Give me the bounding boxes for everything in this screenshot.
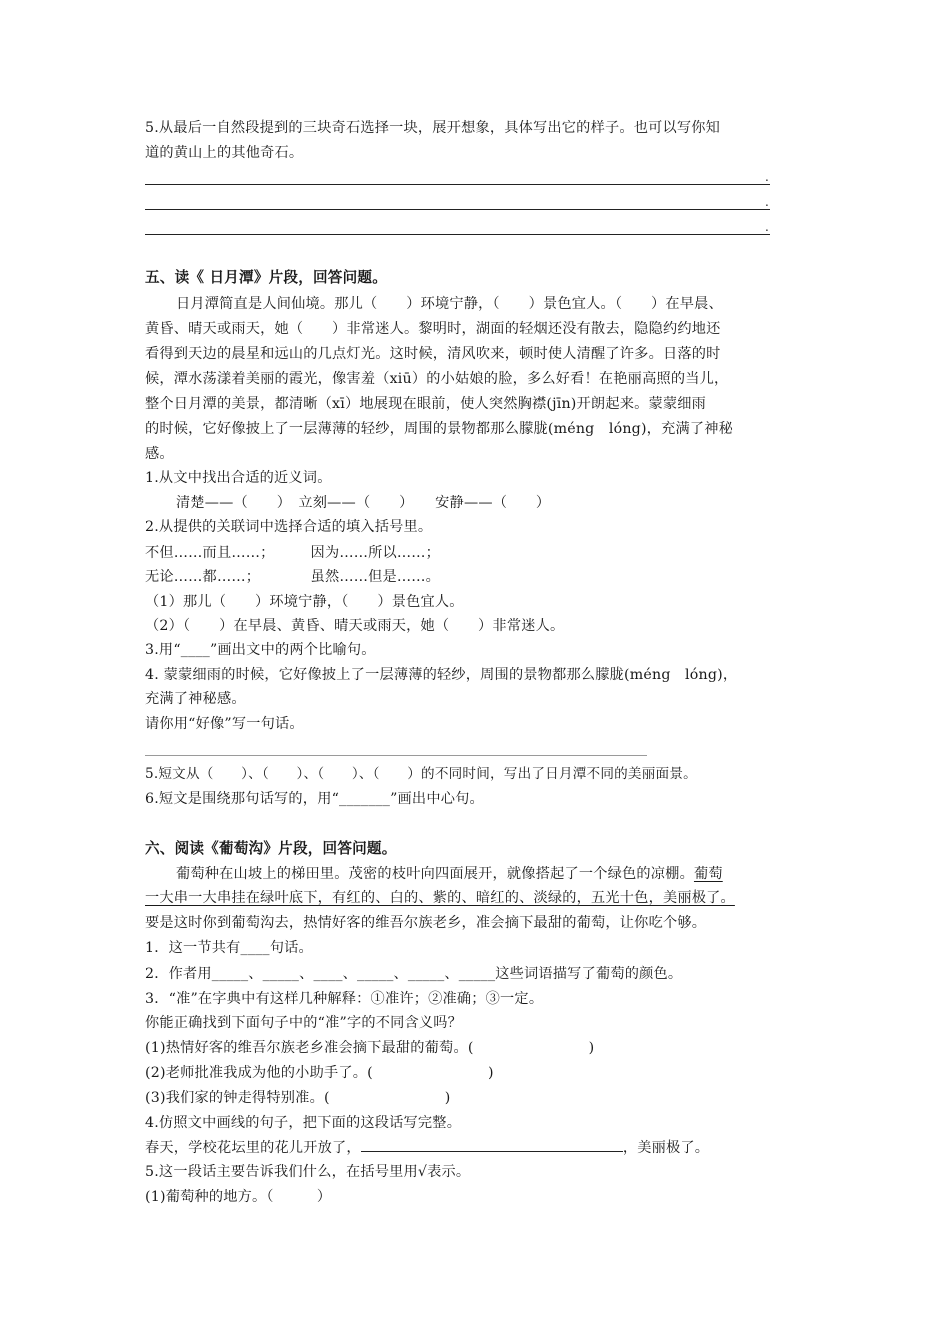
s6-q4-blank[interactable] — [361, 1137, 623, 1152]
s6-q3-sentence-1: (1)热情好客的维吾尔族老乡准会摘下最甜的葡萄。( ) — [145, 1040, 595, 1056]
answer-line-dot: . — [765, 170, 769, 184]
s5-q2-sentence-2: （2）（ ）在早晨、黄昏、晴天或雨天，她（ ）非常迷人。 — [145, 618, 565, 634]
s6-question-4: 4.仿照文中画线的句子，把下面的这段话写完整。 — [145, 1115, 462, 1131]
s6-q4-suffix: ，美丽极了。 — [622, 1140, 710, 1156]
s5-q4-line-1: 4. 蒙蒙细雨的时候，它好像披上了一层薄薄的轻纱，周围的景物都那么朦胧(méng lóng)， — [145, 667, 738, 683]
s5-q2-options-2: 无论……都……； 虽然……但是……。 — [145, 569, 441, 585]
section-5-title: 五、读《 日月潭》片段，回答问题。 — [145, 269, 387, 286]
s5-question-1: 1.从文中找出合适的近义词。 — [145, 470, 332, 486]
s5-q4-line-2: 充满了神秘感。 — [145, 691, 246, 707]
s5-question-3: 3.用“____”画出文中的两个比喻句。 — [145, 642, 376, 658]
underlined-sentence: 一大串一大串挂在绿叶底下，有红的、白的、紫的、暗红的、淡绿的，五光十色，美丽极了。 — [145, 890, 735, 906]
s5-question-2: 2.从提供的关联词中选择合适的填入括号里。 — [145, 519, 433, 535]
s6-q4-prefix: 春天，学校花坛里的花儿开放了， — [145, 1140, 361, 1156]
answer-line-dot: . — [765, 195, 769, 209]
s5-q2-options-1: 不但……而且……； 因为……所以……； — [145, 545, 441, 561]
passage-line: 候，潭水荡漾着美丽的霞光，像害羞（xiū）的小姑娘的脸，多么好看！在艳丽高照的当儿， — [145, 371, 729, 387]
s6-q3-sentence-2: (2)老师批准我成为他的小助手了。( ) — [145, 1065, 494, 1081]
passage-line: 整个日月潭的美景，都清晰（xī）地展现在眼前，使人突然胸襟(jīn)开朗起来。蒙蒙细雨 — [145, 396, 707, 412]
section-6-title: 六、阅读《葡萄沟》片段，回答问题。 — [145, 840, 397, 857]
s5-question-5: 5.短文从（ ）、（ ）、（ ）、（ ）的不同时间，写出了日月潭不同的美丽面景。 — [145, 766, 697, 782]
s5-question-6: 6.短文是围绕那句话写的，用“_______”画出中心句。 — [145, 791, 484, 807]
s6-question-1: 1．这一节共有____句话。 — [145, 940, 313, 956]
s6-q5-sentence-1: (1)葡萄种的地方。（ ） — [145, 1189, 332, 1205]
s6-question-2: 2．作者用_____、_____、____、_____、_____、_____这些词语描写了葡萄的颜色。 — [145, 966, 683, 982]
passage-line: 感。 — [145, 446, 174, 462]
answer-line[interactable] — [145, 234, 770, 235]
q5-line-2: 道的黄山上的其他奇石。 — [145, 145, 304, 161]
s6-question-5: 5.这一段话主要告诉我们什么，在括号里用√表示。 — [145, 1164, 471, 1180]
passage-line: 日月潭简直是人间仙境。那儿（ ）环境宁静，（ ）景色宜人。（ ）在早晨、 — [176, 296, 723, 312]
passage-line: 看得到天边的晨星和远山的几点灯光。这时候，清风吹来，顿时使人清醒了许多。日落的时 — [145, 346, 721, 362]
s5-q2-sentence-1: （1）那儿（ ）环境宁静，（ ）景色宜人。 — [145, 594, 464, 610]
passage-line: 黄昏、晴天或雨天，她（ ）非常迷人。黎明时，湖面的轻烟还没有散去，隐隐约约地还 — [145, 321, 721, 337]
passage-text: 葡萄种在山坡上的梯田里。茂密的枝叶向四面展开，就像搭起了一个绿色的凉棚。 — [176, 866, 694, 882]
answer-line-dot: . — [765, 220, 769, 234]
s6-q4-fill-sentence — [145, 1137, 709, 1158]
underlined-sentence: 葡萄 — [693, 866, 723, 882]
s5-q4-answer-line[interactable] — [145, 755, 647, 756]
answer-line[interactable] — [145, 209, 770, 210]
passage-line: 要是这时你到葡萄沟去，热情好客的维吾尔族老乡，准会摘下最甜的葡萄，让你吃个够。 — [145, 915, 707, 931]
q5-line-1: 5.从最后一自然段提到的三块奇石选择一块，展开想象，具体写出它的样子。也可以写你知 — [145, 120, 721, 136]
s6-q3-ask: 你能正确找到下面句子中的“准”字的不同含义吗？ — [145, 1015, 463, 1031]
s5-q1-synonym-items: 清楚——（ ） 立刻——（ ） 安静——（ ） — [176, 495, 551, 511]
s6-q3-sentence-3: (3)我们家的钟走得特别准。( ) — [145, 1090, 451, 1106]
passage-line — [176, 864, 723, 884]
answer-line[interactable] — [145, 184, 770, 185]
s6-question-3: 3．“准”在字典中有这样几种解释：①准许；②准确；③一定。 — [145, 991, 544, 1007]
s5-q4-prompt: 请你用“好像”写一句话。 — [145, 716, 304, 732]
passage-line: 的时候，它好像披上了一层薄薄的轻纱，周围的景物都那么朦胧(méng lóng)，充满了神秘 — [145, 421, 734, 437]
